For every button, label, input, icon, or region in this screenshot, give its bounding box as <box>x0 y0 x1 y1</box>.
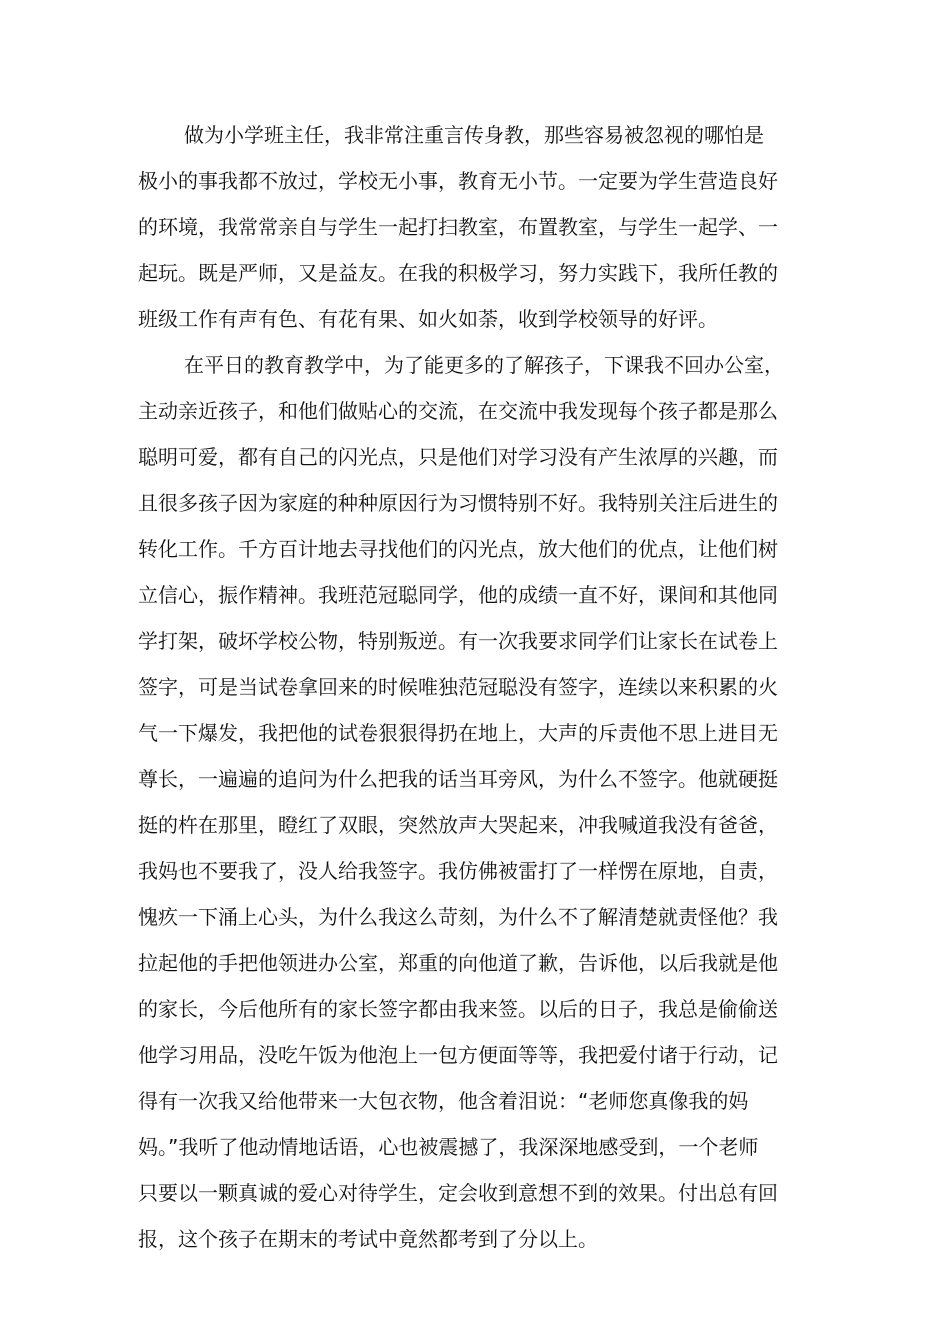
paragraph-2-line-18: 妈。”我听了他动情地话语，心也被震撼了，我深深地感受到，一个老师 <box>138 1135 759 1159</box>
paragraph-1-line-1: 做为小学班主任，我非常注重言传身教，那些容易被忽视的哪怕是 <box>184 123 764 147</box>
paragraph-2-line-5: 转化工作。千方百计地去寻找他们的闪光点，放大他们的优点，让他们树 <box>138 537 778 561</box>
paragraph-2-line-19: 只要以一颗真诚的爱心对待学生，定会收到意想不到的效果。付出总有回 <box>138 1181 778 1205</box>
paragraph-2-line-4: 且很多孩子因为家庭的种种原因行为习惯特别不好。我特别关注后进生的 <box>138 491 778 515</box>
paragraph-2-line-13: 愧疚一下涌上心头，为什么我这么苛刻，为什么不了解清楚就责怪他？我 <box>138 905 778 929</box>
paragraph-2-line-8: 签字，可是当试卷拿回来的时候唯独范冠聪没有签字，连续以来积累的火 <box>138 675 778 699</box>
paragraph-2-line-20: 报，这个孩子在期末的考试中竟然都考到了分以上。 <box>138 1227 598 1251</box>
paragraph-2-line-7: 学打架，破坏学校公物，特别叛逆。有一次我要求同学们让家长在试卷上 <box>138 629 778 653</box>
paragraph-2-line-16: 他学习用品，没吃午饭为他泡上一包方便面等等，我把爱付诸于行动，记 <box>138 1043 778 1067</box>
paragraph-2-line-6: 立信心，振作精神。我班范冠聪同学，他的成绩一直不好，课间和其他同 <box>138 583 778 607</box>
paragraph-2-line-2: 主动亲近孩子，和他们做贴心的交流，在交流中我发现每个孩子都是那么 <box>138 399 778 423</box>
paragraph-2-line-9: 气一下爆发，我把他的试卷狠狠得扔在地上，大声的斥责他不思上进目无 <box>138 721 778 745</box>
document-body <box>138 112 838 1262</box>
paragraph-2-line-10: 尊长，一遍遍的追问为什么把我的话当耳旁风，为什么不签字。他就硬挺 <box>138 767 778 791</box>
paragraph-2-line-14: 拉起他的手把他领进办公室，郑重的向他道了歉，告诉他，以后我就是他 <box>138 951 778 975</box>
paragraph-1-line-5: 班级工作有声有色、有花有果、如火如荼，收到学校领导的好评。 <box>138 307 718 331</box>
paragraph-1-line-3: 的环境，我常常亲自与学生一起打扫教室，布置教室，与学生一起学、一 <box>138 215 778 239</box>
paragraph-2-line-12: 我妈也不要我了，没人给我签字。我仿佛被雷打了一样愣在原地，自责， <box>138 859 778 883</box>
paragraph-2-line-3: 聪明可爱，都有自己的闪光点，只是他们对学习没有产生浓厚的兴趣，而 <box>138 445 778 469</box>
paragraph-2-line-17: 得有一次我又给他带来一大包衣物，他含着泪说：“老师您真像我的妈 <box>138 1089 749 1113</box>
paragraph-2-line-11: 挺的杵在那里，瞪红了双眼，突然放声大哭起来，冲我喊道我没有爸爸， <box>138 813 778 837</box>
paragraph-2-line-15: 的家长，今后他所有的家长签字都由我来签。以后的日子，我总是偷偷送 <box>138 997 778 1021</box>
paragraph-1-line-4: 起玩。既是严师，又是益友。在我的积极学习，努力实践下，我所任教的 <box>138 261 778 285</box>
paragraph-2-line-1: 在平日的教育教学中，为了能更多的了解孩子，下课我不回办公室， <box>184 353 784 377</box>
paragraph-1-line-2: 极小的事我都不放过，学校无小事，教育无小节。一定要为学生营造良好 <box>138 169 778 193</box>
